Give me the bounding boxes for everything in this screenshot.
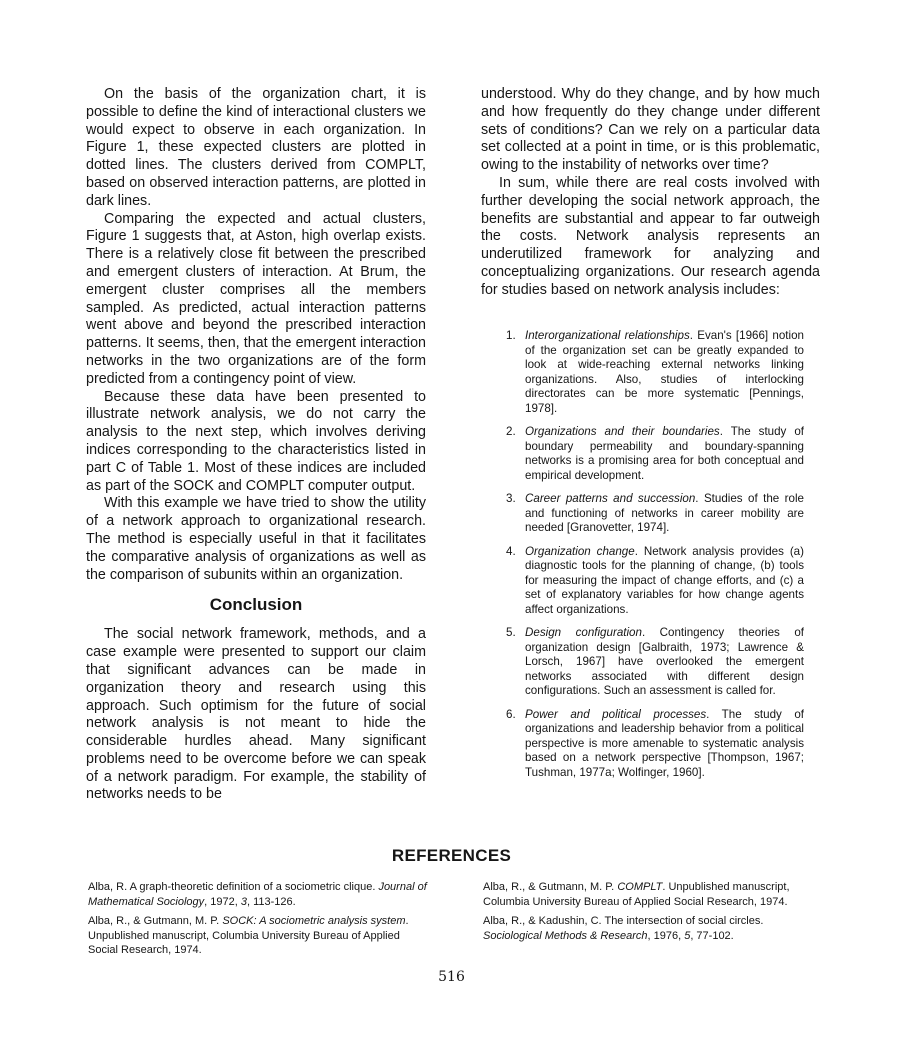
- agenda-item-text: . The study of boundary permeability and boundary-spanning networks is a promising area for both conceptual and empirical development.: [525, 425, 804, 482]
- agenda-item-lead: Interorganizational relationships: [525, 329, 690, 342]
- reference-detail: . Unpublished manuscript, Columbia University Bureau of Applied Social Research, 1974.: [483, 881, 790, 908]
- body-paragraph: Comparing the expected and actual clusters, Figure 1 suggests that, at Aston, high overlap exists. There is a relatively close fit between the prescribed and emergent clusters of interaction. At Brum, the emergent cluster comprises all the members sampled. As predicted, actual interaction patterns went above and beyond the prescribed interaction patterns. It seems, then, that the emergent interaction networks in the two organizations are of the form predicted from a contingency point of view.: [86, 210, 426, 387]
- reference-detail: . Unpublished manuscript, Columbia University Bureau of Applied Social Research, 1974.: [88, 915, 409, 957]
- reference-detail: , 1972,: [204, 895, 241, 908]
- right-column: [481, 86, 820, 300]
- references-right-column: [483, 880, 821, 948]
- agenda-item-text: . Network analysis provides (a) diagnostic tools for the planning of change, (b) tools for measuring the impact of change efforts, and (c) a set of explanatory variables for how change agents affect organizations.: [525, 544, 804, 616]
- body-paragraph: understood. Why do they change, and by how much and how frequently do they change under different sets of conditions? Can we rely on a particular data set collected at a point in time, or is this problematic, owing to the instability of networks over time?: [481, 86, 820, 174]
- reference-entry: [483, 914, 821, 943]
- research-agenda-list: [506, 329, 804, 789]
- body-paragraph: In sum, while there are real costs involved with further developing the social network approach, the benefits are substantial and appear to far outweigh the costs. Network analysis represents an underutilized framework for analyzing and conceptualizing organizations. Our research agenda for studies based on network analysis includes:: [481, 174, 820, 298]
- conclusion-paragraph: The social network framework, methods, and a case example were presented to support our claim that significant advances can be made in organization theory and research using this approach. Such optimism for the future of social network analysis is not meant to hide the considerable hurdles ahead. Many significant problems need to be overcome before we can speak of a network paradigm. For example, the stability of networks needs to be: [86, 626, 426, 803]
- agenda-item: [506, 329, 804, 417]
- reference-authors: Alba, R. A graph-theoretic definition of a sociometric clique.: [88, 881, 379, 893]
- agenda-item: [506, 492, 804, 536]
- conclusion-heading: Conclusion: [209, 595, 303, 615]
- reference-entry: [88, 914, 430, 958]
- agenda-item: [506, 545, 804, 618]
- reference-authors: Alba, R., & Gutmann, M. P.: [483, 881, 618, 893]
- agenda-item-lead: Power and political processes: [525, 707, 707, 721]
- left-column: [86, 86, 426, 804]
- reference-source: Sociological Methods & Research: [483, 929, 648, 942]
- reference-entry: [483, 880, 821, 909]
- agenda-item: [506, 425, 804, 483]
- reference-detail: , 1976,: [647, 929, 685, 942]
- body-paragraph: With this example we have tried to show the utility of a network approach to organizational research. The method is especially useful in that it facilitates the comparative analysis of organizations as well as the comparison of subunits within an organization.: [86, 495, 426, 583]
- reference-pages: , 113-126.: [247, 895, 296, 908]
- agenda-item-lead: Organization change: [525, 544, 635, 558]
- reference-source: COMPLT: [617, 881, 663, 893]
- reference-entry: [88, 880, 430, 909]
- agenda-item-lead: Organizations and their boundaries: [525, 425, 720, 439]
- agenda-item: [506, 708, 804, 781]
- agenda-item-number: 5.: [506, 626, 516, 640]
- agenda-item-number: 2.: [506, 425, 516, 439]
- agenda-item-number: 6.: [506, 707, 516, 721]
- references-heading: REFERENCES: [391, 846, 512, 865]
- agenda-item-number: 1.: [506, 329, 516, 342]
- reference-pages: , 77-102.: [690, 929, 734, 942]
- agenda-item-text: . Evan's [1966] notion of the organization set can be greatly expanded to look at wide-reaching external networks linking organizations. Also, studies of interlocking directorates can be more systematic [Pennings, 1978].: [525, 329, 804, 415]
- reference-source: Journal of Mathematical Sociology: [88, 881, 427, 908]
- agenda-item: [506, 626, 804, 699]
- reference-volume: 5: [684, 929, 691, 942]
- agenda-item-lead: Design configuration: [525, 626, 642, 640]
- agenda-item-number: 3.: [506, 492, 516, 506]
- body-paragraph: Because these data have been presented to illustrate network analysis, we do not carry the analysis to the next step, which involves deriving indices corresponding to the characteristics listed in part C of Table 1. Most of these indices are included as part of the SOCK and COMPLT computer output.: [86, 388, 426, 494]
- reference-source: SOCK: A sociometric analysis system: [222, 915, 406, 928]
- agenda-item-text: . Studies of the role and functioning of networks in career mobility are needed [Granovetter, 1974].: [525, 492, 804, 535]
- reference-authors: Alba, R., & Gutmann, M. P.: [88, 915, 223, 928]
- agenda-item-text: . Contingency theories of organization design [Galbraith, 1973; Lawrence & Lorsch, 1967] have overlooked the emergent networks associated with different design configurations. Such an assessment is called for.: [525, 626, 804, 698]
- reference-authors: Alba, R., & Kadushin, C. The intersection of social circles.: [483, 915, 764, 928]
- references-left-column: [88, 880, 430, 963]
- agenda-item-lead: Career patterns and succession: [525, 492, 696, 506]
- agenda-item-text: . The study of organizations and leadership behavior from a political perspective is more amenable to systematic analysis based on a network perspective [Thompson, 1967; Tushman, 1977a; Wolfinger, 1960].: [525, 707, 804, 779]
- agenda-item-number: 4.: [506, 544, 516, 558]
- body-paragraph: On the basis of the organization chart, it is possible to define the kind of interactional clusters we would expect to observe in each organization. In Figure 1, these expected clusters are plotted in dotted lines. The clusters derived from COMPLT, based on observed interaction patterns, are plotted in dark lines.: [86, 86, 426, 209]
- page-number: 516: [438, 969, 465, 985]
- reference-volume: 3: [240, 895, 247, 908]
